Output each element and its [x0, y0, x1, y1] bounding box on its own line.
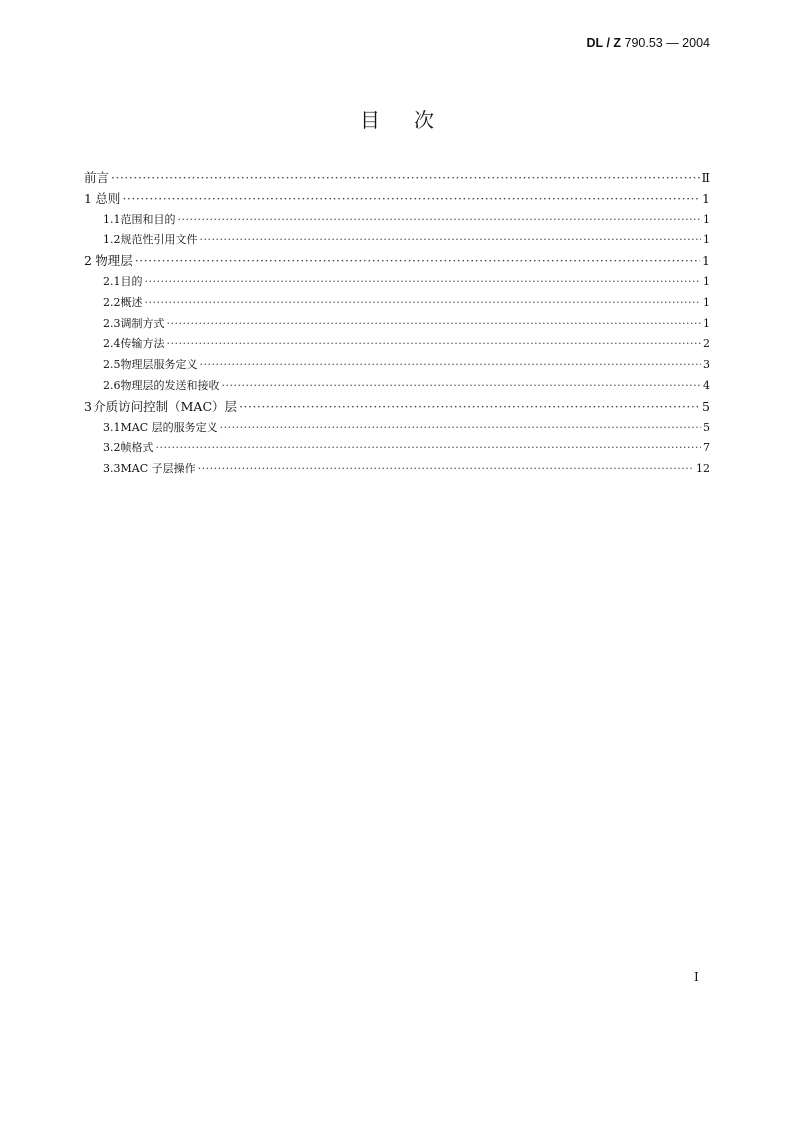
toc-leader-dots	[222, 376, 702, 397]
toc-entry[interactable]	[84, 251, 710, 272]
toc-entry-page: 1	[703, 316, 710, 330]
toc-entry-title: MAC 层的服务定义	[120, 420, 218, 434]
toc-entry-title: 概述	[120, 295, 143, 309]
toc-entry-number: 1.1	[103, 212, 121, 226]
toc-entry-number: 2.5	[103, 358, 121, 372]
document-code-prefix: DL / Z	[586, 36, 622, 50]
toc-entry-page: 5	[702, 398, 710, 414]
toc-entry[interactable]	[84, 230, 710, 251]
toc-leader-dots	[167, 314, 702, 335]
toc-entry[interactable]	[84, 210, 710, 231]
toc-entry-page: 1	[702, 253, 710, 269]
toc-entry-number: 1	[84, 190, 92, 206]
toc-entry[interactable]	[84, 418, 710, 439]
toc-entry[interactable]	[84, 334, 710, 355]
toc-entry-title: 前言	[84, 170, 110, 185]
toc-entry-page: Ⅱ	[701, 170, 710, 185]
toc-entry-page: 1	[703, 212, 710, 226]
toc-leader-dots	[200, 355, 702, 376]
toc-entry-title: 总则	[95, 190, 121, 206]
toc-leader-dots	[135, 251, 700, 272]
table-of-contents	[84, 168, 710, 480]
toc-entry-number: 2	[84, 253, 92, 269]
toc-entry-page: 4	[703, 378, 710, 392]
toc-entry-page: 1	[702, 190, 710, 206]
page-title: 目次	[360, 108, 468, 132]
toc-entry-number: 2.1	[103, 274, 121, 288]
toc-entry[interactable]	[84, 314, 710, 335]
toc-entry-title: 物理层	[95, 253, 133, 269]
toc-leader-dots	[145, 272, 702, 293]
toc-entry-page: 1	[703, 274, 710, 288]
toc-entry-title: MAC 子层操作	[120, 462, 196, 476]
toc-entry-number: 3.2	[103, 441, 121, 455]
toc-entry-page: 3	[703, 358, 710, 372]
toc-entry-page: 12	[696, 462, 710, 476]
toc-leader-dots	[178, 210, 702, 231]
toc-leader-dots	[198, 459, 694, 480]
toc-entry-number: 3.3	[103, 462, 121, 476]
toc-entry[interactable]	[84, 168, 710, 189]
toc-entry-title: 帧格式	[120, 441, 154, 455]
toc-entry[interactable]	[84, 293, 710, 314]
toc-entry-page: 1	[703, 295, 710, 309]
toc-entry-number: 2.2	[103, 295, 121, 309]
toc-entry-title: 物理层服务定义	[120, 358, 198, 372]
toc-entry-number: 1.2	[103, 233, 121, 247]
toc-leader-dots	[200, 230, 702, 251]
toc-entry[interactable]	[84, 397, 710, 418]
toc-entry-title: 规范性引用文件	[120, 233, 198, 247]
toc-entry[interactable]	[84, 355, 710, 376]
toc-leader-dots	[122, 189, 700, 210]
toc-entry-number: 3.1	[103, 420, 121, 434]
toc-entry-page: 2	[703, 337, 710, 351]
toc-entry-title: 范围和目的	[120, 212, 176, 226]
toc-leader-dots	[220, 418, 701, 439]
document-code	[587, 36, 710, 50]
toc-entry[interactable]	[84, 189, 710, 210]
toc-entry[interactable]	[84, 438, 710, 459]
toc-entry-page: 5	[703, 420, 710, 434]
page-number: I	[694, 970, 699, 984]
toc-leader-dots	[239, 397, 700, 418]
toc-entry-number: 2.6	[103, 378, 121, 392]
toc-leader-dots	[111, 168, 699, 189]
toc-entry-page: 7	[703, 441, 710, 455]
toc-entry-title: 传输方法	[120, 337, 165, 351]
toc-leader-dots	[167, 334, 702, 355]
toc-entry-number: 3	[84, 398, 92, 414]
toc-entry[interactable]	[84, 459, 710, 480]
toc-entry[interactable]	[84, 376, 710, 397]
toc-leader-dots	[145, 293, 702, 314]
toc-entry-title: 目的	[120, 274, 143, 288]
toc-entry-number: 2.4	[103, 337, 121, 351]
document-code-number: 790.53 — 2004	[621, 36, 710, 50]
toc-entry[interactable]	[84, 272, 710, 293]
toc-entry-number: 2.3	[103, 316, 121, 330]
toc-entry-title: 介质访问控制（MAC）层	[93, 398, 238, 414]
toc-entry-title: 物理层的发送和接收	[120, 378, 220, 392]
toc-entry-page: 1	[703, 233, 710, 247]
toc-leader-dots	[156, 438, 702, 459]
toc-entry-title: 调制方式	[120, 316, 165, 330]
